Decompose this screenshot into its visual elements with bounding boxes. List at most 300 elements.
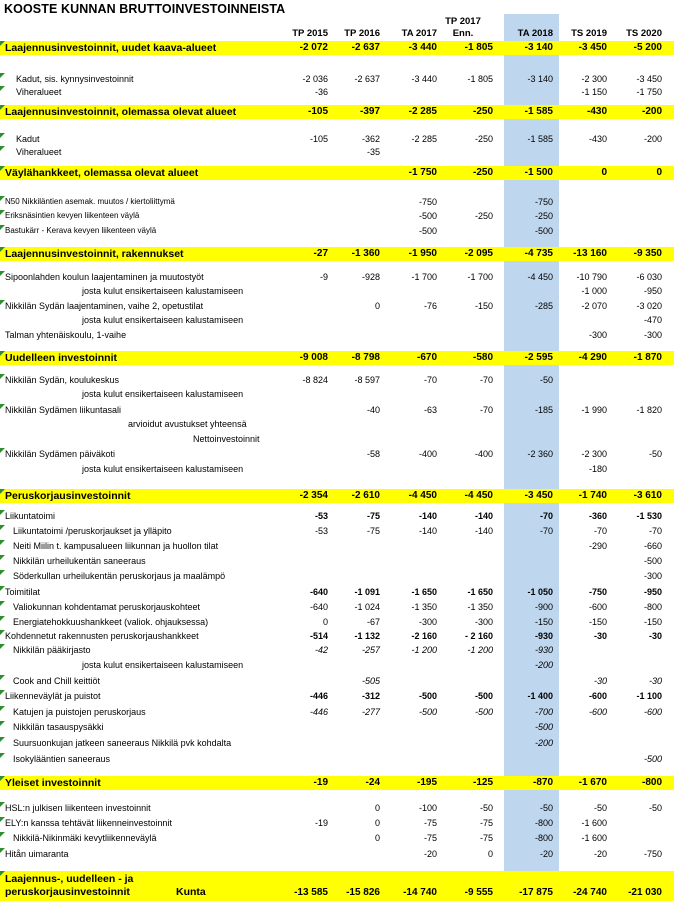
cell-value: -50 — [479, 803, 493, 813]
cell-value: -2 072 — [299, 42, 328, 53]
row-label: Suursuonkujan jatkeen saneeraus Nikkilä pvk kohdalta — [13, 738, 232, 748]
cell-value: -500 — [418, 691, 437, 701]
column-header: TS 2019 — [571, 28, 607, 39]
row-label: Kadut, sis. kynnysinvestoinnit — [16, 74, 134, 84]
cell-value: -750 — [643, 849, 662, 859]
cell-value: -24 740 — [573, 887, 607, 898]
cell-value: -500 — [474, 691, 493, 701]
cell-value: 0 — [656, 167, 662, 178]
cell-value: -250 — [474, 211, 493, 221]
table-row — [0, 271, 674, 284]
cell-value: -446 — [309, 691, 328, 701]
cell-value: -1 350 — [411, 602, 437, 612]
cell-value: -70 — [539, 526, 553, 536]
table-row — [0, 802, 674, 815]
cell-value: -1 350 — [467, 602, 493, 612]
row-label: Liikenneväylät ja puistot — [5, 691, 101, 701]
row-label: Bastukärr - Kerava kevyen liikenteen väylä — [5, 226, 157, 235]
cell-value: -2 070 — [581, 301, 607, 311]
column-header: TA 2017 — [401, 28, 437, 39]
comment-marker-icon — [0, 753, 5, 758]
cell-value: -185 — [534, 405, 553, 415]
cell-value: -42 — [314, 645, 328, 655]
cell-value: -50 — [593, 803, 607, 813]
cell-value: -75 — [479, 833, 493, 843]
table-row — [0, 448, 674, 461]
cell-value: 0 — [374, 818, 380, 828]
cell-value: -500 — [418, 211, 437, 221]
row-label: Laajennusinvestoinnit, rakennukset — [5, 248, 184, 260]
row-label: ELY:n kanssa tehtävät liikenneinvestoinnit — [5, 818, 172, 828]
cell-value: -50 — [539, 375, 553, 385]
cell-value: -1 700 — [467, 272, 493, 282]
cell-value: -63 — [423, 405, 437, 415]
table-row — [0, 706, 674, 719]
comment-marker-icon — [0, 570, 5, 575]
row-label: Kohdennetut rakennusten peruskorjaushankkeet — [5, 631, 199, 641]
cell-value: -3 610 — [633, 490, 662, 501]
row-label: Nikkilän Sydämen liikuntasali — [5, 405, 122, 415]
cell-value: -1 805 — [464, 42, 493, 53]
cell-value: -514 — [309, 631, 328, 641]
row-label: Uudelleen investoinnit — [5, 352, 118, 364]
row-label: Liikuntatoimi /peruskorjaukset ja ylläpito — [13, 526, 172, 536]
cell-value: -800 — [534, 833, 553, 843]
cell-value: -2 285 — [411, 134, 437, 144]
cell-value: -1 530 — [636, 511, 662, 521]
cell-value: -58 — [366, 449, 380, 459]
table-row — [0, 285, 674, 298]
cell-value: -75 — [423, 818, 437, 828]
row-label: Liikuntatoimi — [5, 511, 56, 521]
cell-value: -10 790 — [576, 272, 607, 282]
cell-value: -30 — [648, 631, 662, 641]
cell-value: -5 200 — [633, 42, 662, 53]
cell-value: -2 036 — [302, 74, 328, 84]
cell-value: -930 — [534, 631, 553, 641]
cell-value: -20 — [539, 849, 553, 859]
table-row — [0, 525, 674, 538]
comment-marker-icon — [0, 832, 5, 837]
cell-value: -13 585 — [294, 887, 328, 898]
cell-value: -290 — [588, 541, 607, 551]
cell-value: -500 — [643, 556, 662, 566]
table-row — [0, 510, 674, 523]
cell-value: -500 — [534, 722, 553, 732]
cell-value: -19 — [313, 777, 328, 788]
section-header-row — [0, 105, 674, 119]
cell-value: -1 585 — [527, 134, 553, 144]
row-label: josta kulut ensikertaiseen kalustamiseen — [82, 286, 244, 296]
cell-value: -4 450 — [408, 490, 437, 501]
cell-value: -75 — [366, 511, 380, 521]
row-label: Nikkilän urheilukentän saneeraus — [13, 556, 146, 566]
cell-value: -640 — [309, 602, 328, 612]
cell-value: -105 — [309, 134, 328, 144]
cell-value: -1 132 — [354, 631, 380, 641]
table-row — [0, 817, 674, 830]
table-row — [0, 146, 674, 159]
comment-marker-icon — [0, 737, 5, 742]
cell-value: -2 610 — [351, 490, 380, 501]
cell-value: -21 030 — [628, 887, 662, 898]
cell-value: -1 740 — [578, 490, 607, 501]
cell-value: -300 — [643, 330, 662, 340]
cell-value: -4 450 — [464, 490, 493, 501]
row-label: Valiokunnan kohdentamat peruskorjauskohteet — [13, 602, 200, 612]
cell-value: -250 — [534, 211, 553, 221]
comment-marker-icon — [0, 73, 5, 78]
table-row — [0, 196, 674, 208]
cell-value: -1 990 — [581, 405, 607, 415]
cell-value: -70 — [539, 511, 553, 521]
row-label: Sipoonlahden koulun laajentaminen ja muutostyöt — [5, 272, 204, 282]
table-row — [0, 300, 674, 313]
section-header-row — [0, 41, 674, 55]
cell-value: -1 400 — [527, 691, 553, 701]
table-row — [0, 314, 674, 327]
row-label: HSL:n julkisen liikenteen investoinnit — [5, 803, 151, 813]
cell-value: -1 500 — [524, 167, 553, 178]
row-label: Nikkilän tasauspysäkki — [13, 722, 104, 732]
cell-value: -3 440 — [411, 74, 437, 84]
cell-value: -100 — [418, 803, 437, 813]
table-row — [0, 690, 674, 703]
cell-value: -1 750 — [408, 167, 437, 178]
cell-value: -8 597 — [354, 375, 380, 385]
row-label: Hitån uimaranta — [5, 849, 69, 859]
cell-value: -70 — [648, 526, 662, 536]
column-header: TA 2018 — [517, 28, 553, 39]
section-header-row — [0, 166, 674, 180]
cell-value: -750 — [534, 197, 553, 207]
cell-value: -1 670 — [578, 777, 607, 788]
cell-value: -1 650 — [411, 587, 437, 597]
table-row — [0, 225, 674, 237]
table-row — [0, 832, 674, 845]
row-label: Isokylääntien saneeraus — [13, 754, 111, 764]
cell-value: -20 — [423, 849, 437, 859]
row-label: Cook and Chill keittiöt — [13, 676, 101, 686]
cell-value: -140 — [474, 511, 493, 521]
table-row — [0, 675, 674, 688]
table-row — [0, 644, 674, 657]
cell-value: -312 — [361, 691, 380, 701]
cell-value: -195 — [416, 777, 437, 788]
cell-value: -75 — [479, 818, 493, 828]
comment-marker-icon — [0, 675, 5, 680]
cell-value: -8 824 — [302, 375, 328, 385]
cell-value: -2 285 — [408, 106, 437, 117]
row-label: Laajennusinvestoinnit, uudet kaava-alueet — [5, 42, 217, 54]
cell-value: -300 — [588, 330, 607, 340]
cell-value: -50 — [648, 803, 662, 813]
row-label: Nikkilä-Nikinmäki kevytliikenneväylä — [13, 833, 157, 843]
cell-value: -2 637 — [351, 42, 380, 53]
cell-value: -1 805 — [467, 74, 493, 84]
comment-marker-icon — [0, 721, 5, 726]
cell-value: -3 020 — [636, 301, 662, 311]
cell-value: -1 600 — [581, 818, 607, 828]
table-row — [0, 721, 674, 734]
cell-value: -140 — [418, 526, 437, 536]
row-label: Laajennus-, uudelleen - ja peruskorjausinvestoinnit — [5, 873, 134, 898]
cell-value: -930 — [534, 645, 553, 655]
cell-value: -1 600 — [581, 833, 607, 843]
cell-value: -900 — [534, 602, 553, 612]
cell-value: 0 — [487, 849, 493, 859]
cell-value: -13 160 — [573, 248, 607, 259]
cell-value: -70 — [479, 375, 493, 385]
investment-table — [0, 14, 674, 901]
cell-value: -1 750 — [636, 87, 662, 97]
cell-value: -180 — [588, 464, 607, 474]
row-label: Katujen ja puistojen peruskorjaus — [13, 707, 146, 717]
row-label: Viheralueet — [16, 147, 62, 157]
cell-value: -1 091 — [354, 587, 380, 597]
cell-value: -928 — [361, 272, 380, 282]
cell-value: -200 — [643, 134, 662, 144]
table-row — [0, 73, 674, 86]
cell-value: -9 — [319, 272, 328, 282]
cell-value: -1 150 — [581, 87, 607, 97]
cell-value: -75 — [423, 833, 437, 843]
table-row — [0, 86, 674, 99]
cell-value: -500 — [418, 707, 437, 717]
cell-value: -1 360 — [351, 248, 380, 259]
table-row — [0, 540, 674, 553]
cell-value: -300 — [643, 571, 662, 581]
cell-value: -30 — [593, 631, 607, 641]
row-label: Kadut — [16, 134, 40, 144]
cell-value: -140 — [474, 526, 493, 536]
cell-value: -470 — [643, 315, 662, 325]
table-row — [0, 659, 674, 672]
cell-value: -1 650 — [467, 587, 493, 597]
cell-value: -6 030 — [636, 272, 662, 282]
row-label: Viheralueet — [16, 87, 62, 97]
cell-value: -20 — [593, 849, 607, 859]
comment-marker-icon — [0, 601, 5, 606]
comment-marker-icon — [0, 525, 5, 530]
table-row — [0, 555, 674, 568]
cell-value: -285 — [534, 301, 553, 311]
table-row — [0, 601, 674, 614]
cell-value: -750 — [418, 197, 437, 207]
cell-value: -3 450 — [524, 490, 553, 501]
cell-value: -800 — [534, 818, 553, 828]
comment-marker-icon — [0, 146, 5, 151]
row-label: Energiatehokkuushankkeet (valiok. ohjauksessa) — [13, 617, 209, 627]
cell-value: -670 — [416, 352, 437, 363]
cell-value: -125 — [472, 777, 493, 788]
section-header-row — [0, 351, 674, 365]
row-label: Väylähankkeet, olemassa olevat alueet — [5, 167, 199, 179]
row-label: Talman yhtenäiskoulu, 1-vaihe — [5, 330, 127, 340]
cell-value: -500 — [418, 226, 437, 236]
cell-value: -9 008 — [299, 352, 328, 363]
cell-value: -1 024 — [354, 602, 380, 612]
table-row — [0, 630, 674, 643]
cell-value: -400 — [418, 449, 437, 459]
cell-value: -14 740 — [403, 887, 437, 898]
cell-value: -3 450 — [578, 42, 607, 53]
row-label: arvioidut avustukset yhteensä — [128, 419, 247, 429]
comment-marker-icon — [0, 706, 5, 711]
cell-value: -1 950 — [408, 248, 437, 259]
row-label: N50 Nikkiläntien asemak. muutos / kiertoliittymä — [5, 197, 175, 206]
column-header: TS 2020 — [626, 28, 662, 39]
cell-value: -67 — [366, 617, 380, 627]
cell-value: -600 — [588, 691, 607, 701]
cell-value: -1 870 — [633, 352, 662, 363]
cell-value: -1 700 — [411, 272, 437, 282]
table-row — [0, 374, 674, 387]
section-header-row — [0, 871, 674, 901]
cell-value: -75 — [366, 526, 380, 536]
table-row — [0, 388, 674, 401]
row-label: Nikkilän Sydämen päiväkoti — [5, 449, 116, 459]
cell-value: -27 — [313, 248, 328, 259]
table-row — [0, 737, 674, 750]
row-label: josta kulut ensikertaiseen kalustamiseen — [82, 389, 244, 399]
cell-value: -277 — [361, 707, 380, 717]
comment-marker-icon — [0, 644, 5, 649]
table-row — [0, 616, 674, 629]
cell-value: -800 — [641, 777, 662, 788]
comment-marker-icon — [0, 133, 5, 138]
cell-value: -397 — [359, 106, 380, 117]
row-label: Söderkullan urheilukentän peruskorjaus ja maalämpö — [13, 571, 226, 581]
cell-value: -1 100 — [636, 691, 662, 701]
cell-value: -446 — [309, 707, 328, 717]
cell-value: -1 585 — [524, 106, 553, 117]
row-label: Laajennusinvestoinnit, olemassa olevat alueet — [5, 106, 237, 118]
cell-value: -76 — [423, 301, 437, 311]
cell-value: -4 450 — [527, 272, 553, 282]
cell-value: -2 300 — [581, 449, 607, 459]
table-row — [0, 329, 674, 342]
cell-value: -430 — [586, 106, 607, 117]
cell-value: -1 000 — [581, 286, 607, 296]
row-label: josta kulut ensikertaiseen kalustamiseen — [82, 315, 244, 325]
cell-value: -430 — [588, 134, 607, 144]
cell-value: 0 — [374, 301, 380, 311]
cell-value: -19 — [314, 818, 328, 828]
cell-value: -600 — [588, 707, 607, 717]
cell-value: -3 440 — [408, 42, 437, 53]
cell-value: -870 — [532, 777, 553, 788]
cell-value: -15 826 — [346, 887, 380, 898]
cell-value: -300 — [418, 617, 437, 627]
row-label: Nettoinvestoinnit — [193, 434, 260, 444]
cell-value: -40 — [366, 405, 380, 415]
cell-value: -17 875 — [519, 887, 553, 898]
comment-marker-icon — [0, 616, 5, 621]
row-label: Nikkilän Sydän, koulukeskus — [5, 375, 120, 385]
cell-value: -50 — [648, 449, 662, 459]
cell-value: -9 350 — [633, 248, 662, 259]
cell-value: -200 — [534, 660, 553, 670]
table-row — [0, 210, 674, 222]
cell-value: -70 — [423, 375, 437, 385]
cell-value: -362 — [361, 134, 380, 144]
row-label: Nikkilän Sydän laajentaminen, vaihe 2, opetustilat — [5, 301, 204, 311]
cell-value: -8 798 — [351, 352, 380, 363]
cell-value: -250 — [472, 167, 493, 178]
cell-value: -800 — [643, 602, 662, 612]
row-label: Peruskorjausinvestoinnit — [5, 490, 131, 502]
cell-value: -257 — [361, 645, 380, 655]
cell-value: -1 050 — [527, 587, 553, 597]
cell-value: -750 — [588, 587, 607, 597]
table-row — [0, 753, 674, 766]
cell-value: -53 — [314, 511, 328, 521]
section-header-row — [0, 247, 674, 261]
row-label: josta kulut ensikertaiseen kalustamiseen — [82, 660, 244, 670]
section-header-row — [0, 489, 674, 503]
cell-value: -360 — [588, 511, 607, 521]
table-row — [0, 433, 674, 446]
column-header: TP 2017 — [445, 16, 481, 27]
cell-value: -1 200 — [411, 645, 437, 655]
cell-value: -150 — [474, 301, 493, 311]
table-row — [0, 570, 674, 583]
cell-value: -600 — [643, 707, 662, 717]
section-header-row — [0, 776, 674, 790]
cell-value: -30 — [648, 676, 662, 686]
table-row — [0, 133, 674, 146]
cell-value: -4 290 — [578, 352, 607, 363]
cell-value: -1 820 — [636, 405, 662, 415]
cell-value: -2 360 — [527, 449, 553, 459]
cell-value: -640 — [309, 587, 328, 597]
cell-value: -150 — [643, 617, 662, 627]
cell-value: -30 — [593, 676, 607, 686]
cell-value: -600 — [588, 602, 607, 612]
cell-value: -200 — [534, 738, 553, 748]
cell-value: -700 — [534, 707, 553, 717]
cell-value: -1 200 — [467, 645, 493, 655]
cell-value: -150 — [588, 617, 607, 627]
cell-value: -50 — [539, 803, 553, 813]
cell-value: -2 354 — [299, 490, 328, 501]
row-label: Neiti Miilin t. kampusalueen liikunnan ja huollon tilat — [13, 541, 219, 551]
cell-value: -70 — [593, 526, 607, 536]
cell-value: -140 — [418, 511, 437, 521]
page-title: KOOSTE KUNNAN BRUTTOINVESTOINNEISTA — [4, 2, 286, 16]
column-header: TP 2015 — [292, 28, 328, 39]
cell-value: -500 — [643, 754, 662, 764]
row-label: josta kulut ensikertaiseen kalustamiseen — [82, 464, 244, 474]
cell-value: -53 — [314, 526, 328, 536]
row-label: Nikkilän pääkirjasto — [13, 645, 91, 655]
cell-value: -9 555 — [464, 887, 493, 898]
comment-marker-icon — [0, 86, 5, 91]
table-row — [0, 848, 674, 861]
cell-value: -150 — [534, 617, 553, 627]
column-header: TP 2016 — [344, 28, 380, 39]
table-row — [0, 463, 674, 476]
cell-value: -2 300 — [581, 74, 607, 84]
cell-value: -300 — [474, 617, 493, 627]
cell-value: -3 140 — [527, 74, 553, 84]
cell-value: -250 — [474, 134, 493, 144]
cell-value: -3 140 — [524, 42, 553, 53]
cell-value: -400 — [474, 449, 493, 459]
cell-value: -105 — [307, 106, 328, 117]
cell-value: -2 160 — [411, 631, 437, 641]
